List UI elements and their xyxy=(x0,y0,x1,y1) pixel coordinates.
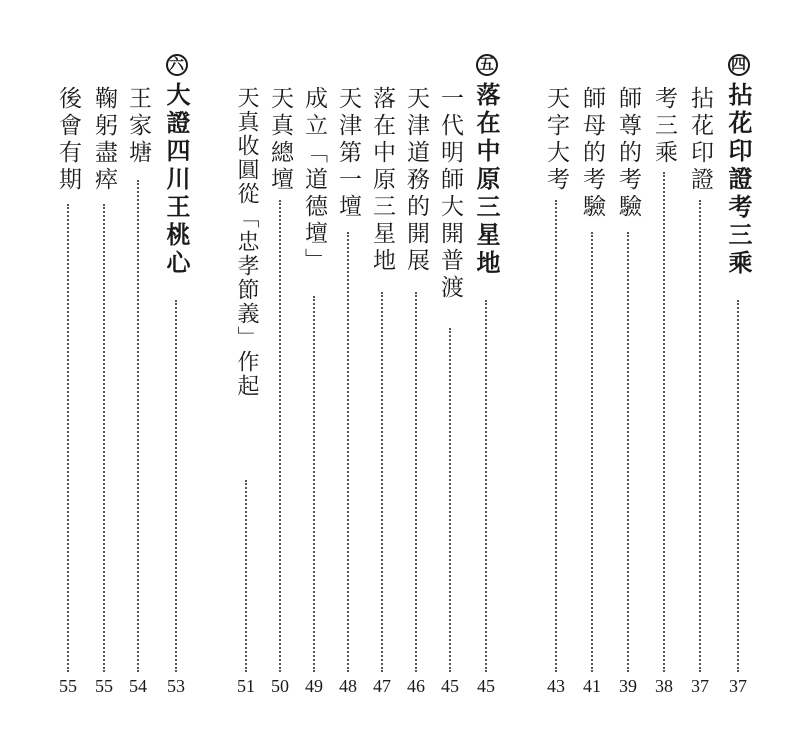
entry-title: 天津道務的開展 xyxy=(403,86,429,275)
entry-title: 天津第一壇 xyxy=(335,86,361,221)
leader-dots xyxy=(449,328,451,672)
toc-entry[interactable] xyxy=(430,0,470,745)
toc-entry[interactable] xyxy=(608,0,648,745)
toc-entry[interactable] xyxy=(680,0,720,745)
toc-entry[interactable] xyxy=(226,0,266,745)
toc-entry[interactable] xyxy=(294,0,334,745)
leader-dots xyxy=(699,200,701,672)
leader-dots xyxy=(279,200,281,672)
toc-entry[interactable] xyxy=(328,0,368,745)
page-number: 37 xyxy=(729,676,747,696)
entry-title: 後會有期 xyxy=(55,86,81,194)
toc-entry[interactable] xyxy=(118,0,158,745)
section-heading-text xyxy=(718,54,758,278)
toc-entry[interactable] xyxy=(572,0,612,745)
section-heading-5 xyxy=(466,0,506,745)
section-number-badge: 五 xyxy=(476,54,498,76)
toc-entry[interactable] xyxy=(84,0,124,745)
leader-dots xyxy=(381,292,383,672)
section-heading-text xyxy=(156,54,196,278)
leader-dots xyxy=(555,200,557,672)
leader-dots xyxy=(485,300,487,672)
entry-title: 落在中原三星地 xyxy=(369,86,395,275)
page-number: 49 xyxy=(305,676,323,696)
toc-entry[interactable] xyxy=(396,0,436,745)
page-number: 47 xyxy=(373,676,391,696)
leader-dots xyxy=(347,232,349,672)
leader-dots xyxy=(245,480,247,672)
page-number: 48 xyxy=(339,676,357,696)
page-number: 50 xyxy=(271,676,289,696)
toc-entry[interactable] xyxy=(536,0,576,745)
section-heading-4 xyxy=(718,0,758,745)
leader-dots xyxy=(415,292,417,672)
page-number: 54 xyxy=(129,676,147,696)
entry-title: 王家塘 xyxy=(125,86,151,167)
leader-dots xyxy=(103,204,105,672)
toc-entry[interactable] xyxy=(362,0,402,745)
section-heading-6 xyxy=(156,0,196,745)
page-number: 55 xyxy=(95,676,113,696)
entry-title: 拈花印證 xyxy=(687,86,713,194)
section-title: 大證四川王桃心 xyxy=(162,82,191,278)
entry-title: 師母的考驗 xyxy=(579,86,605,221)
page-number: 41 xyxy=(583,676,601,696)
page-number: 51 xyxy=(237,676,255,696)
section-number-badge: 四 xyxy=(728,54,750,76)
page-number: 53 xyxy=(167,676,185,696)
leader-dots xyxy=(137,180,139,672)
entry-title: 一代明師大開普渡 xyxy=(437,86,463,302)
page-number: 46 xyxy=(407,676,425,696)
page-number: 45 xyxy=(477,676,495,696)
leader-dots xyxy=(627,232,629,672)
leader-dots xyxy=(175,300,177,672)
entry-title: 天真總壇 xyxy=(267,86,293,194)
page-number: 37 xyxy=(691,676,709,696)
section-number-badge: 六 xyxy=(166,54,188,76)
leader-dots xyxy=(737,300,739,672)
entry-title: 考三乘 xyxy=(651,86,677,167)
toc-entry[interactable] xyxy=(260,0,300,745)
leader-dots xyxy=(591,232,593,672)
toc-entry[interactable] xyxy=(48,0,88,745)
page-number: 55 xyxy=(59,676,77,696)
leader-dots xyxy=(67,204,69,672)
entry-title: 成立「道德壇」 xyxy=(301,86,327,275)
entry-title: 天字大考 xyxy=(543,86,569,194)
section-title: 落在中原三星地 xyxy=(472,82,501,278)
leader-dots xyxy=(313,296,315,672)
entry-title: 天真收圓從「忠孝節義」作起 xyxy=(234,86,259,398)
entry-title: 師尊的考驗 xyxy=(615,86,641,221)
page-number: 45 xyxy=(441,676,459,696)
page-number: 43 xyxy=(547,676,565,696)
leader-dots xyxy=(663,172,665,672)
entry-title: 鞠躬盡瘁 xyxy=(91,86,117,194)
section-heading-text xyxy=(466,54,506,278)
page-number: 39 xyxy=(619,676,637,696)
section-title: 拈花印證考三乘 xyxy=(724,82,753,278)
page-number: 38 xyxy=(655,676,673,696)
toc-entry[interactable] xyxy=(644,0,684,745)
